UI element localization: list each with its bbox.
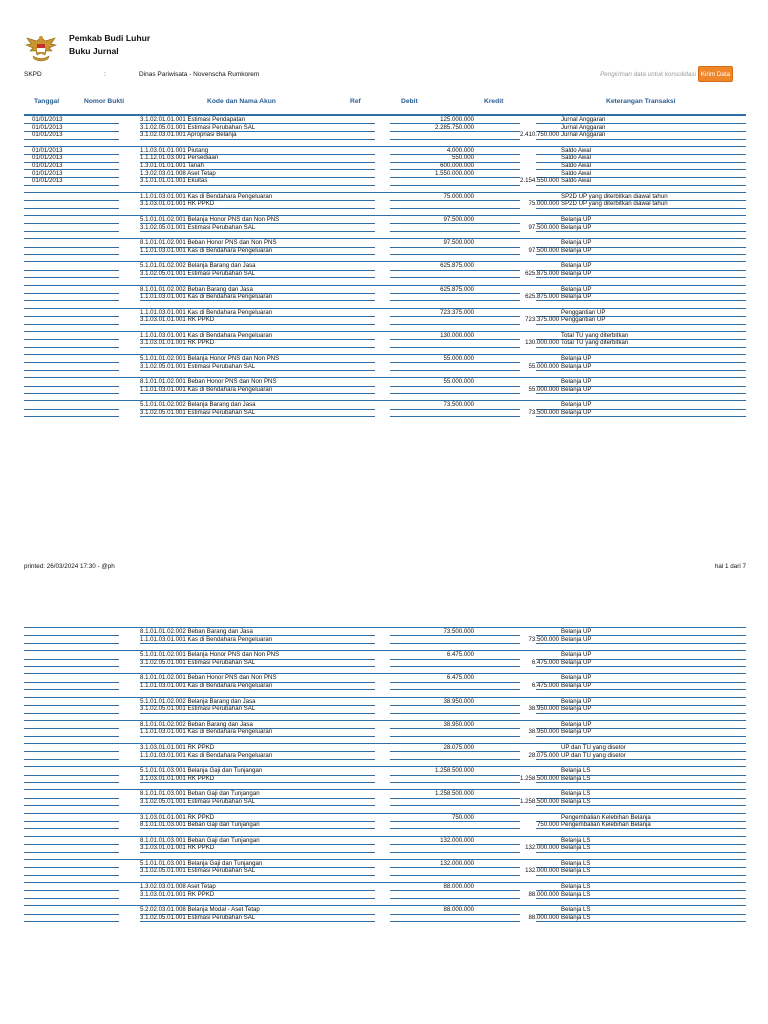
table-row: [24, 837, 746, 845]
row-account: 3.1.02.05.01.001 Estimasi Perubahan SAL: [140, 123, 256, 131]
row-debit: 97.500.000: [443, 239, 474, 247]
row-account: 1.1.01.03.01.001 Kas di Bendahara Pengeluaran: [140, 635, 273, 643]
row-description: Jurnal Anggaran: [561, 131, 606, 139]
row-debit: 550.000: [451, 154, 474, 162]
row-debit: 73.500.000: [443, 628, 474, 635]
row-debit: 2.285.750.000: [435, 123, 474, 131]
table-row: [24, 651, 746, 659]
row-description: Belanja UP: [561, 293, 592, 301]
group-separator: [24, 208, 746, 216]
row-debit: 88.000.000: [443, 883, 474, 891]
table-row: [24, 378, 746, 386]
group-separator: [24, 347, 746, 355]
row-account: 1.3.02.03.01.008 Aset Tetap: [140, 883, 216, 891]
row-credit: 97.500.000: [528, 223, 559, 231]
row-credit: 73.500.000: [528, 635, 559, 643]
row-account: 1.1.01.03.01.001 Kas di Bendahara Pengeluaran: [140, 293, 273, 301]
row-description: Penggantian UP: [561, 308, 606, 316]
table-row: [24, 798, 746, 806]
row-account: 3.1.03.01.01.001 RK PPKD: [140, 316, 215, 324]
table-row: [24, 744, 746, 752]
row-account: 5.1.01.01.02.001 Belanja Honor PNS dan Non PNS: [140, 215, 280, 223]
row-credit: 2.410.750.000: [520, 131, 559, 139]
row-description: Belanja UP: [561, 262, 592, 270]
row-account: 1.1.12.01.03.001 Persediaan: [140, 154, 219, 162]
row-credit: 132.000.000: [525, 867, 559, 875]
group-separator: [24, 736, 746, 744]
garuda-emblem-icon: [24, 33, 58, 65]
row-account: 1.1.01.03.01.001 Kas di Bendahara Pengeluaran: [140, 728, 273, 736]
row-underline: [536, 416, 746, 417]
table-row: [24, 883, 746, 891]
group-separator: [24, 875, 746, 883]
table-row: [24, 147, 746, 155]
table-row: [24, 906, 746, 914]
table-header: [24, 92, 746, 116]
row-description: Belanja LS: [561, 844, 591, 852]
row-account: 3.1.03.01.01.001 RK PPKD: [140, 200, 215, 208]
table-row: [24, 286, 746, 294]
row-account: 8.1.01.01.02.002 Beban Barang dan Jasa: [140, 628, 253, 635]
row-credit: 88.000.000: [528, 890, 559, 898]
row-credit: 625.875.000: [525, 269, 559, 277]
row-account: 8.1.01.01.02.001 Beban Honor PNS dan Non PNS: [140, 674, 277, 682]
skpd-value: Dinas Pariwisata - Novenscha Rumkorem: [139, 71, 260, 78]
row-description: Saldo Awal: [561, 161, 592, 169]
row-credit: 75.000.000: [528, 200, 559, 208]
row-debit: 750.000: [451, 813, 474, 821]
table-row: [24, 124, 746, 132]
table-row: [24, 659, 746, 667]
row-account: 3.1.03.01.01.001 RK PPKD: [140, 813, 215, 821]
table-row: [24, 867, 746, 875]
row-description: Belanja UP: [561, 697, 592, 705]
row-date: 01/01/2013: [32, 161, 63, 169]
row-credit: 73.500.000: [528, 409, 559, 417]
column-header-debit: Debit: [401, 98, 418, 105]
group-separator: [24, 852, 746, 860]
row-description: Belanja UP: [561, 385, 592, 393]
row-description: Belanja UP: [561, 269, 592, 277]
table-row: [24, 339, 746, 347]
row-account: 3.1.02.05.01.001 Estimasi Perubahan SAL: [140, 658, 256, 666]
row-debit: 38.950.000: [443, 697, 474, 705]
table-row: [24, 262, 746, 270]
row-account: 1.1.01.03.01.001 Kas di Bendahara Pengeluaran: [140, 385, 273, 393]
row-debit: 1.550.000.000: [435, 169, 474, 177]
row-debit: 4.000.000: [446, 146, 474, 154]
row-account: 8.1.01.01.03.001 Beban Gaji dan Tunjangan: [140, 821, 260, 829]
row-account: 1.1.01.03.01.001 Kas di Bendahara Pengeluaran: [140, 681, 273, 689]
row-debit: 130.000.000: [440, 331, 474, 339]
row-account: 3.1.02.01.01.001 Estimasi Pendapatan: [140, 116, 246, 123]
row-account: 3.1.02.05.01.001 Estimasi Perubahan SAL: [140, 913, 256, 921]
row-account: 5.2.02.03.01.008 Belanja Modal - Aset Tetap: [140, 906, 260, 914]
row-date: 01/01/2013: [32, 154, 63, 162]
row-date: 01/01/2013: [32, 131, 63, 139]
table-row: [24, 116, 746, 124]
table-row: [24, 316, 746, 324]
row-debit: 132.000.000: [440, 836, 474, 844]
group-separator: [24, 806, 746, 814]
row-description: Belanja UP: [561, 246, 592, 254]
group-separator: [24, 666, 746, 674]
row-account: 5.1.01.01.03.001 Belanja Gaji dan Tunjangan: [140, 859, 263, 867]
send-hint: Pengiriman data untuk konsolidasi: [600, 71, 696, 78]
row-account: 3.1.02.05.01.001 Estimasi Perubahan SAL: [140, 705, 256, 713]
row-account: 8.1.01.01.02.001 Beban Honor PNS dan Non PNS: [140, 378, 277, 386]
table-row: [24, 674, 746, 682]
row-description: UP dan TU yang disetor: [561, 751, 626, 759]
row-description: Belanja UP: [561, 378, 592, 386]
row-date: 01/01/2013: [32, 146, 63, 154]
row-account: 3.1.02.05.01.001 Estimasi Perubahan SAL: [140, 797, 256, 805]
column-header-voucher: Nomor Bukti: [84, 98, 125, 105]
column-header-date: Tanggal: [34, 98, 60, 105]
row-underline: [140, 921, 375, 922]
row-debit: 88.000.000: [443, 906, 474, 914]
row-description: Belanja UP: [561, 705, 592, 713]
table-row: [24, 752, 746, 760]
row-credit: 2.154.550.000: [520, 177, 559, 185]
group-separator: [24, 278, 746, 286]
table-row: [24, 216, 746, 224]
journal-table-page-2: [24, 620, 746, 921]
group-separator: [24, 713, 746, 721]
group-separator: [24, 643, 746, 651]
group-separator: [24, 301, 746, 309]
row-description: Belanja UP: [561, 728, 592, 736]
row-account: 3.1.02.05.01.001 Estimasi Perubahan SAL: [140, 867, 256, 875]
row-account: 3.1.03.01.01.001 RK PPKD: [140, 774, 215, 782]
table-row: [24, 239, 746, 247]
row-description: Belanja LS: [561, 913, 591, 921]
row-account: 3.1.02.05.01.001 Estimasi Perubahan SAL: [140, 223, 256, 231]
row-debit: 28.075.000: [443, 743, 474, 751]
row-debit: 125.000.000: [440, 116, 474, 123]
row-credit: 1.258.500.000: [520, 774, 559, 782]
row-credit: 1.258.500.000: [520, 797, 559, 805]
row-credit: 625.875.000: [525, 293, 559, 301]
row-credit: 28.075.000: [528, 751, 559, 759]
table-row: [24, 409, 746, 417]
row-description: Saldo Awal: [561, 146, 592, 154]
row-debit: 600.000.000: [440, 161, 474, 169]
table-row: [24, 363, 746, 371]
row-account: 3.1.02.05.01.001 Estimasi Perubahan SAL: [140, 269, 256, 277]
row-account: 5.1.01.01.02.002 Belanja Barang dan Jasa: [140, 262, 256, 270]
row-description: Belanja UP: [561, 674, 592, 682]
table-row: [24, 270, 746, 278]
table-row: [24, 891, 746, 899]
row-date: 01/01/2013: [32, 116, 63, 123]
row-debit: 73.500.000: [443, 401, 474, 409]
row-account: 3.1.03.01.01.001 RK PPKD: [140, 844, 215, 852]
row-description: Pengembalian Kelebihan Belanja: [561, 821, 651, 829]
table-row: [24, 332, 746, 340]
table-row: [24, 293, 746, 301]
column-header-credit: Kredit: [484, 98, 504, 105]
row-debit: 97.500.000: [443, 215, 474, 223]
row-description: Belanja UP: [561, 223, 592, 231]
table-row: [24, 224, 746, 232]
row-description: Belanja LS: [561, 797, 591, 805]
table-row: [24, 844, 746, 852]
row-description: Belanja UP: [561, 239, 592, 247]
table-row: [24, 814, 746, 822]
row-description: Belanja UP: [561, 658, 592, 666]
row-description: Jurnal Anggaran: [561, 116, 606, 123]
table-row: [24, 790, 746, 798]
table-row: [24, 767, 746, 775]
row-description: Pengembalian Kelebihan Belanja: [561, 813, 651, 821]
row-debit: 75.000.000: [443, 192, 474, 200]
row-credit: 750.000: [536, 821, 559, 829]
table-row: [24, 682, 746, 690]
row-debit: 132.000.000: [440, 859, 474, 867]
table-row: [24, 914, 746, 922]
row-description: Belanja UP: [561, 355, 592, 363]
row-description: Total TU yang diterbitkan: [561, 339, 629, 347]
send-data-button[interactable]: Kirim Data: [698, 66, 733, 82]
table-row: [24, 154, 746, 162]
row-description: Belanja UP: [561, 409, 592, 417]
row-account: 1.1.03.01.01.001 Piutang: [140, 146, 209, 154]
book-title: Buku Jurnal: [69, 46, 119, 56]
row-credit: 38.950.000: [528, 705, 559, 713]
group-separator: [24, 759, 746, 767]
row-date: 01/01/2013: [32, 169, 63, 177]
row-description: Jurnal Anggaran: [561, 123, 606, 131]
skpd-label: SKPD: [24, 71, 42, 78]
row-account: 3.1.03.01.01.001 RK PPKD: [140, 743, 215, 751]
row-underline: [390, 416, 520, 417]
group-separator: [24, 620, 746, 628]
row-account: 8.1.01.01.02.001 Beban Honor PNS dan Non PNS: [140, 239, 277, 247]
row-account: 3.1.01.01.01.001 Ekuitas: [140, 177, 208, 185]
table-row: [24, 628, 746, 636]
table-row: [24, 721, 746, 729]
row-credit: 97.500.000: [528, 246, 559, 254]
row-account: 1.3.01.01.01.001 Tanah: [140, 161, 204, 169]
table-row: [24, 705, 746, 713]
row-description: Belanja UP: [561, 720, 592, 728]
table-row: [24, 193, 746, 201]
row-debit: 625.875.000: [440, 262, 474, 270]
table-row: [24, 821, 746, 829]
row-account: 5.1.01.01.02.001 Belanja Honor PNS dan Non PNS: [140, 651, 280, 659]
row-description: Belanja LS: [561, 883, 591, 891]
row-debit: 625.875.000: [440, 285, 474, 293]
table-row: [24, 636, 746, 644]
row-account: 8.1.01.01.02.002 Beban Barang dan Jasa: [140, 720, 253, 728]
row-account: 5.1.01.01.03.001 Belanja Gaji dan Tunjangan: [140, 767, 263, 775]
column-header-ref: Ref: [350, 98, 361, 105]
row-description: Belanja LS: [561, 767, 591, 775]
row-description: Saldo Awal: [561, 154, 592, 162]
row-underline: [536, 921, 746, 922]
group-separator: [24, 393, 746, 401]
row-debit: 6.475.000: [446, 651, 474, 659]
group-separator: [24, 782, 746, 790]
table-row: [24, 247, 746, 255]
column-header-account: Kode dan Nama Akun: [207, 98, 276, 105]
row-underline: [24, 416, 119, 417]
group-separator: [24, 898, 746, 906]
row-credit: 55.000.000: [528, 385, 559, 393]
row-credit: 6.475.000: [531, 658, 559, 666]
group-separator: [24, 829, 746, 837]
table-row: [24, 177, 746, 185]
row-debit: 55.000.000: [443, 355, 474, 363]
table-row: [24, 386, 746, 394]
skpd-colon: :: [104, 71, 106, 78]
group-separator: [24, 231, 746, 239]
row-credit: 132.000.000: [525, 844, 559, 852]
row-account: 1.3.02.03.01.008 Aset Tetap: [140, 169, 216, 177]
row-description: Belanja UP: [561, 635, 592, 643]
group-separator: [24, 324, 746, 332]
row-description: Belanja UP: [561, 681, 592, 689]
row-account: 5.1.01.01.02.002 Belanja Barang dan Jasa: [140, 401, 256, 409]
row-account: 8.1.01.01.03.001 Beban Gaji dan Tunjangan: [140, 790, 260, 798]
row-debit: 723.375.000: [440, 308, 474, 316]
group-separator: [24, 139, 746, 147]
row-account: 5.1.01.01.02.001 Belanja Honor PNS dan Non PNS: [140, 355, 280, 363]
row-description: Belanja LS: [561, 790, 591, 798]
page-number: hal 1 dari 7: [714, 563, 746, 570]
row-credit: 130.000.000: [525, 339, 559, 347]
table-row: [24, 698, 746, 706]
row-description: Belanja UP: [561, 362, 592, 370]
row-account: 1.1.01.03.01.001 Kas di Bendahara Pengeluaran: [140, 246, 273, 254]
org-name: Pemkab Budi Luhur: [69, 33, 151, 43]
row-account: 1.1.01.03.01.001 Kas di Bendahara Pengeluaran: [140, 192, 273, 200]
row-debit: 1.258.500.000: [435, 790, 474, 798]
row-account: 1.1.01.03.01.001 Kas di Bendahara Pengeluaran: [140, 331, 273, 339]
row-description: Saldo Awal: [561, 169, 592, 177]
group-separator: [24, 370, 746, 378]
row-description: Saldo Awal: [561, 177, 592, 185]
table-row: [24, 131, 746, 139]
row-account: 3.1.03.01.01.001 RK PPKD: [140, 890, 215, 898]
column-header-description: Keterangan Transaksi: [606, 98, 676, 105]
table-row: [24, 170, 746, 178]
row-account: 3.1.02.05.01.001 Estimasi Perubahan SAL: [140, 362, 256, 370]
row-description: Total TU yang diterbitkan: [561, 331, 629, 339]
row-debit: 38.950.000: [443, 720, 474, 728]
row-description: Belanja LS: [561, 859, 591, 867]
table-row: [24, 355, 746, 363]
row-account: 3.1.03.01.01.001 RK PPKD: [140, 339, 215, 347]
row-account: 5.1.01.01.02.002 Belanja Barang dan Jasa: [140, 697, 256, 705]
row-description: Belanja LS: [561, 890, 591, 898]
row-credit: 55.000.000: [528, 362, 559, 370]
row-description: Belanja UP: [561, 215, 592, 223]
row-debit: 55.000.000: [443, 378, 474, 386]
row-description: Belanja UP: [561, 285, 592, 293]
row-description: Belanja LS: [561, 836, 591, 844]
row-debit: 1.258.500.000: [435, 767, 474, 775]
table-row: [24, 200, 746, 208]
row-credit: 38.950.000: [528, 728, 559, 736]
table-row: [24, 309, 746, 317]
table-row: [24, 401, 746, 409]
row-underline: [140, 416, 375, 417]
row-description: Belanja UP: [561, 651, 592, 659]
row-debit: 6.475.000: [446, 674, 474, 682]
row-underline: [390, 921, 520, 922]
row-description: Belanja UP: [561, 628, 592, 635]
row-date: 01/01/2013: [32, 177, 63, 185]
row-account: 1.1.01.03.01.001 Kas di Bendahara Pengeluaran: [140, 308, 273, 316]
table-row: [24, 728, 746, 736]
row-account: 1.1.01.03.01.001 Kas di Bendahara Pengeluaran: [140, 751, 273, 759]
row-account: 3.1.02.03.01.001 Apropriasi Belanja: [140, 131, 237, 139]
group-separator: [24, 185, 746, 193]
row-account: 8.1.01.01.02.002 Beban Barang dan Jasa: [140, 285, 253, 293]
row-credit: 6.475.000: [531, 681, 559, 689]
row-description: Belanja LS: [561, 906, 591, 914]
row-description: Belanja UP: [561, 401, 592, 409]
row-description: Belanja LS: [561, 867, 591, 875]
row-credit: 723.375.000: [525, 316, 559, 324]
row-account: 8.1.01.01.03.001 Beban Gaji dan Tunjangan: [140, 836, 260, 844]
table-row: [24, 775, 746, 783]
group-separator: [24, 254, 746, 262]
row-account: 3.1.02.05.01.001 Estimasi Perubahan SAL: [140, 409, 256, 417]
table-row: [24, 860, 746, 868]
row-description: Penggantian UP: [561, 316, 606, 324]
row-credit: 88.000.000: [528, 913, 559, 921]
row-description: Belanja LS: [561, 774, 591, 782]
row-date: 01/01/2013: [32, 123, 63, 131]
print-info: printed: 26/03/2024 17:30 - @ph: [24, 563, 115, 570]
journal-table-page-1: [24, 116, 746, 417]
group-separator: [24, 690, 746, 698]
row-underline: [24, 921, 119, 922]
row-description: SP2D UP yang diterbitkan diawal tahun: [561, 200, 668, 208]
row-description: UP dan TU yang disetor: [561, 743, 626, 751]
table-row: [24, 162, 746, 170]
row-description: SP2D UP yang diterbitkan diawal tahun: [561, 192, 668, 200]
